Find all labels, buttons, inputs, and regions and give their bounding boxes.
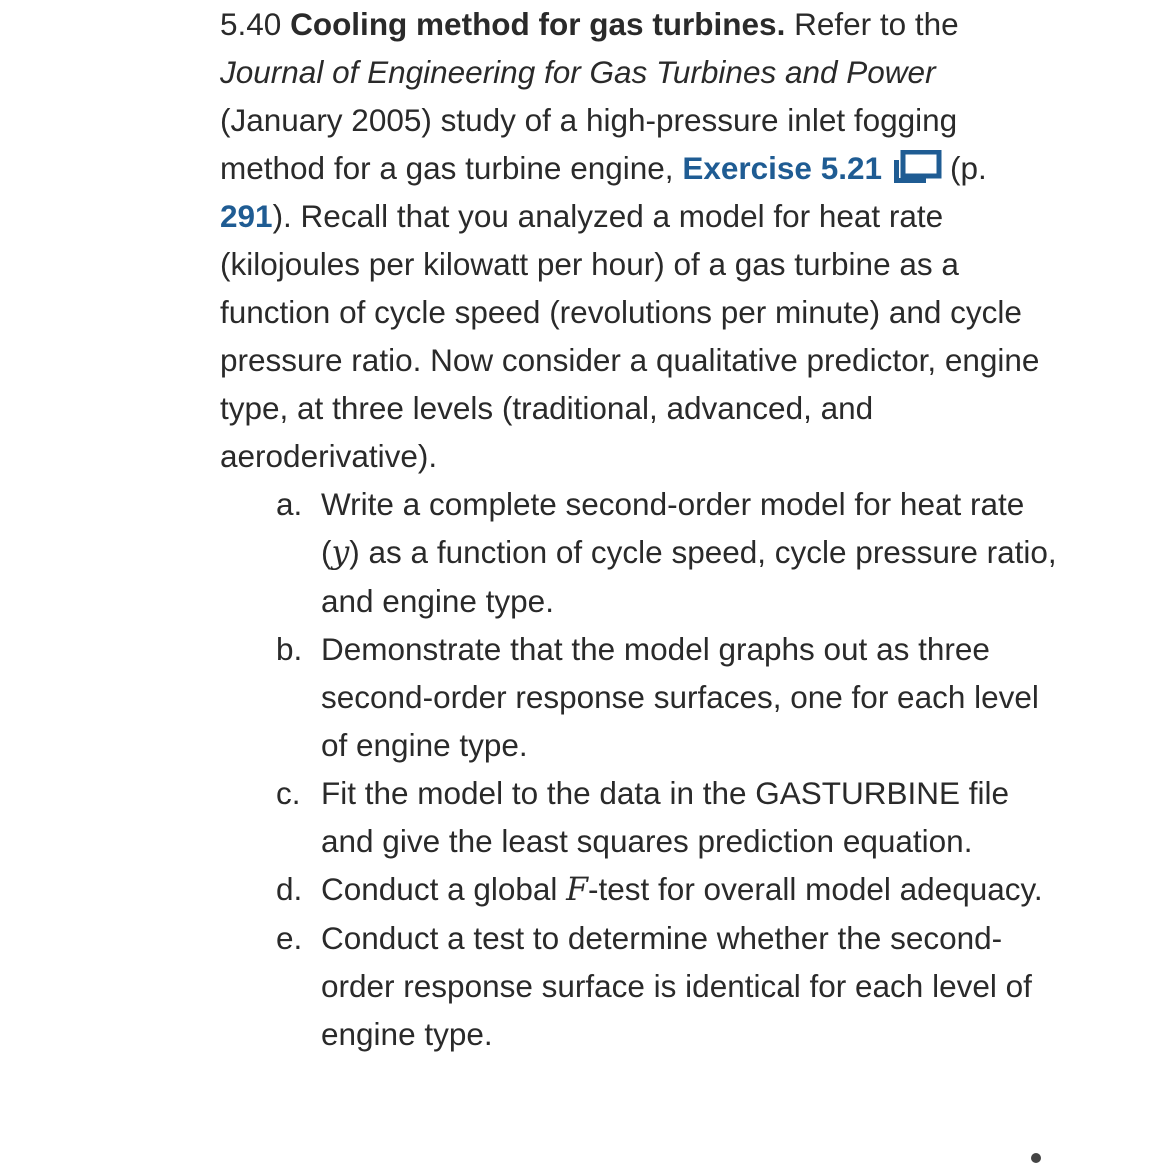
exercise-parts-list [220, 480, 1060, 1058]
intro-mid-text: (January 2005) study of a high-pressure inlet fogging method for a gas turbine engine, [220, 102, 958, 186]
part-marker: e. [276, 920, 303, 956]
part-marker: b. [276, 631, 303, 667]
list-item [220, 480, 1060, 625]
part-text: Demonstrate that the model graphs out as three second-order response surfaces, one for each level of engine type. [321, 631, 1039, 763]
exercise-number: 5.40 [220, 6, 282, 42]
page-reference-link[interactable]: 291 [220, 198, 273, 234]
exercise-block [220, 0, 1060, 1058]
list-item [220, 625, 1060, 769]
part-marker: c. [276, 775, 301, 811]
part-marker: a. [276, 486, 303, 522]
part-text: -test for overall model adequacy. [588, 871, 1043, 907]
part-text: Fit the model to the data in the GASTURBINE file and give the least squares prediction equation. [321, 775, 1010, 859]
part-text: ) as a function of cycle speed, cycle pressure ratio, and engine type. [321, 534, 1057, 619]
list-item [220, 914, 1060, 1058]
intro-tail-text: ). Recall that you analyzed a model for heat rate (kilojoules per kilowatt per hour) of a gas turbine as a function of cycle speed (revolutions per minute) and cycle pressure ratio. Now consider a qualitative predictor, engine type, at three levels (traditional, advanced, and aeroderivative). [220, 198, 1040, 474]
page-prefix: (p. [950, 150, 987, 186]
math-variable: F [566, 872, 589, 908]
intro-lead-text: Refer to the [794, 6, 959, 42]
part-text: Write a complete second-order model for heat rate ( [321, 486, 1025, 570]
exercise-reference-link[interactable]: Exercise 5.21 [682, 150, 883, 186]
journal-name: Journal of Engineering for Gas Turbines and Power [220, 54, 936, 90]
list-item [220, 769, 1060, 865]
scroll-indicator[interactable] [1031, 1153, 1041, 1163]
popout-window-icon[interactable] [892, 150, 944, 184]
list-item [220, 865, 1060, 914]
math-variable: y [331, 535, 350, 571]
exercise-intro [220, 0, 1060, 480]
part-text: Conduct a global [321, 871, 567, 907]
exercise-title: Cooling method for gas turbines. [290, 6, 786, 42]
part-marker: d. [276, 871, 303, 907]
part-text: Conduct a test to determine whether the second-order response surface is identical for each level of engine type. [321, 920, 1032, 1052]
